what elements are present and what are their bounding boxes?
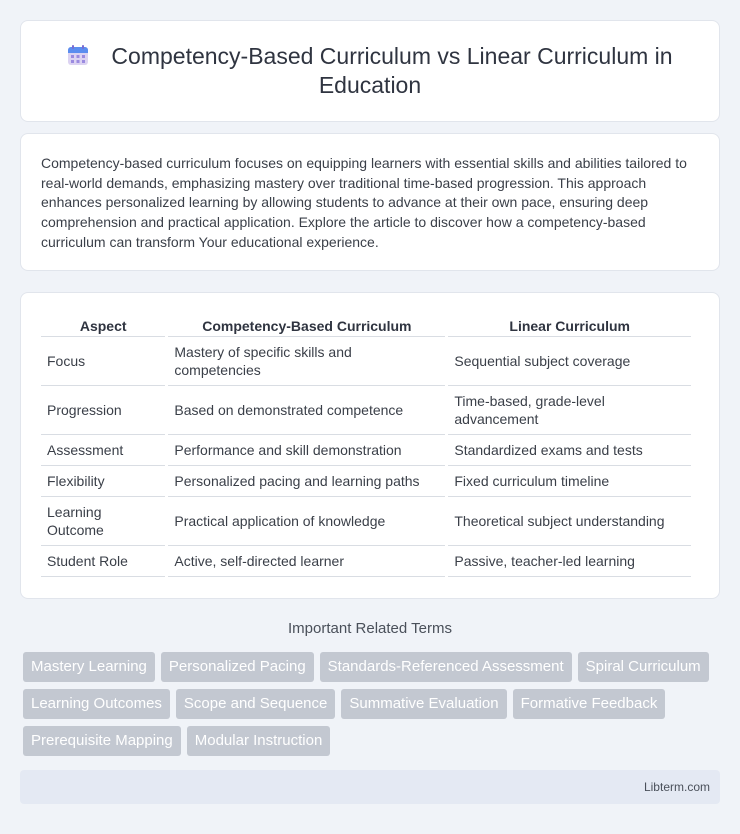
- cell-linear: Sequential subject coverage: [448, 337, 691, 386]
- page-title-wrap: [51, 42, 689, 100]
- intro-card: [20, 133, 720, 271]
- table-row: [41, 466, 691, 497]
- table-row: [41, 337, 691, 386]
- comparison-card: [20, 292, 720, 599]
- cell-competency: Active, self-directed learner: [168, 546, 445, 577]
- tag-prerequisite-mapping[interactable]: Prerequisite Mapping: [23, 726, 181, 756]
- cell-aspect: Focus: [41, 337, 165, 386]
- header-aspect: Aspect: [41, 313, 165, 337]
- calendar-icon: [67, 44, 89, 66]
- table-row: [41, 435, 691, 466]
- tag-scope-and-sequence[interactable]: Scope and Sequence: [176, 689, 335, 719]
- tag-spiral-curriculum[interactable]: Spiral Curriculum: [578, 652, 709, 682]
- tag-mastery-learning[interactable]: Mastery Learning: [23, 652, 155, 682]
- table-header-row: [41, 313, 691, 337]
- page-title: Competency-Based Curriculum vs Linear Curriculum in Education: [111, 43, 673, 98]
- cell-linear: Theoretical subject understanding: [448, 497, 691, 546]
- cell-aspect: Assessment: [41, 435, 165, 466]
- cell-competency: Performance and skill demonstration: [168, 435, 445, 466]
- cell-linear: Standardized exams and tests: [448, 435, 691, 466]
- cell-aspect: Student Role: [41, 546, 165, 577]
- footer-site-link[interactable]: Libterm.com: [643, 780, 710, 794]
- tag-standards-referenced-assessment[interactable]: Standards-Referenced Assessment: [320, 652, 572, 682]
- cell-competency: Mastery of specific skills and competencies: [168, 337, 445, 386]
- table-row: [41, 386, 691, 435]
- tag-personalized-pacing[interactable]: Personalized Pacing: [161, 652, 314, 682]
- tag-modular-instruction[interactable]: Modular Instruction: [187, 726, 331, 756]
- cell-aspect: Flexibility: [41, 466, 165, 497]
- cell-aspect: Learning Outcome: [41, 497, 165, 546]
- intro-text: Competency-based curriculum focuses on equipping learners with essential skills and abilities tailored to real-world demands, emphasizing mastery over traditional time-based progression. This approach enhances personalized learning by allowing students to advance at their own pace, ensuring deep comprehension and practical application. Explore the article to discover how a competency-based curriculum can transform Your educational experience.: [41, 155, 687, 250]
- related-terms-title: Important Related Terms: [288, 620, 452, 637]
- table-row: [41, 546, 691, 577]
- cell-aspect: Progression: [41, 386, 165, 435]
- cell-linear: Fixed curriculum timeline: [448, 466, 691, 497]
- footer: [20, 770, 720, 804]
- title-card: [20, 20, 720, 122]
- cell-linear: Passive, teacher-led learning: [448, 546, 691, 577]
- tag-summative-evaluation[interactable]: Summative Evaluation: [341, 689, 506, 719]
- cell-competency: Personalized pacing and learning paths: [168, 466, 445, 497]
- header-competency-based: Competency-Based Curriculum: [168, 313, 445, 337]
- tag-formative-feedback[interactable]: Formative Feedback: [513, 689, 666, 719]
- related-terms-list: [23, 652, 723, 756]
- comparison-table: [38, 313, 694, 577]
- tag-learning-outcomes[interactable]: Learning Outcomes: [23, 689, 170, 719]
- cell-linear: Time-based, grade-level advancement: [448, 386, 691, 435]
- cell-competency: Practical application of knowledge: [168, 497, 445, 546]
- table-row: [41, 497, 691, 546]
- cell-competency: Based on demonstrated competence: [168, 386, 445, 435]
- header-linear: Linear Curriculum: [448, 313, 691, 337]
